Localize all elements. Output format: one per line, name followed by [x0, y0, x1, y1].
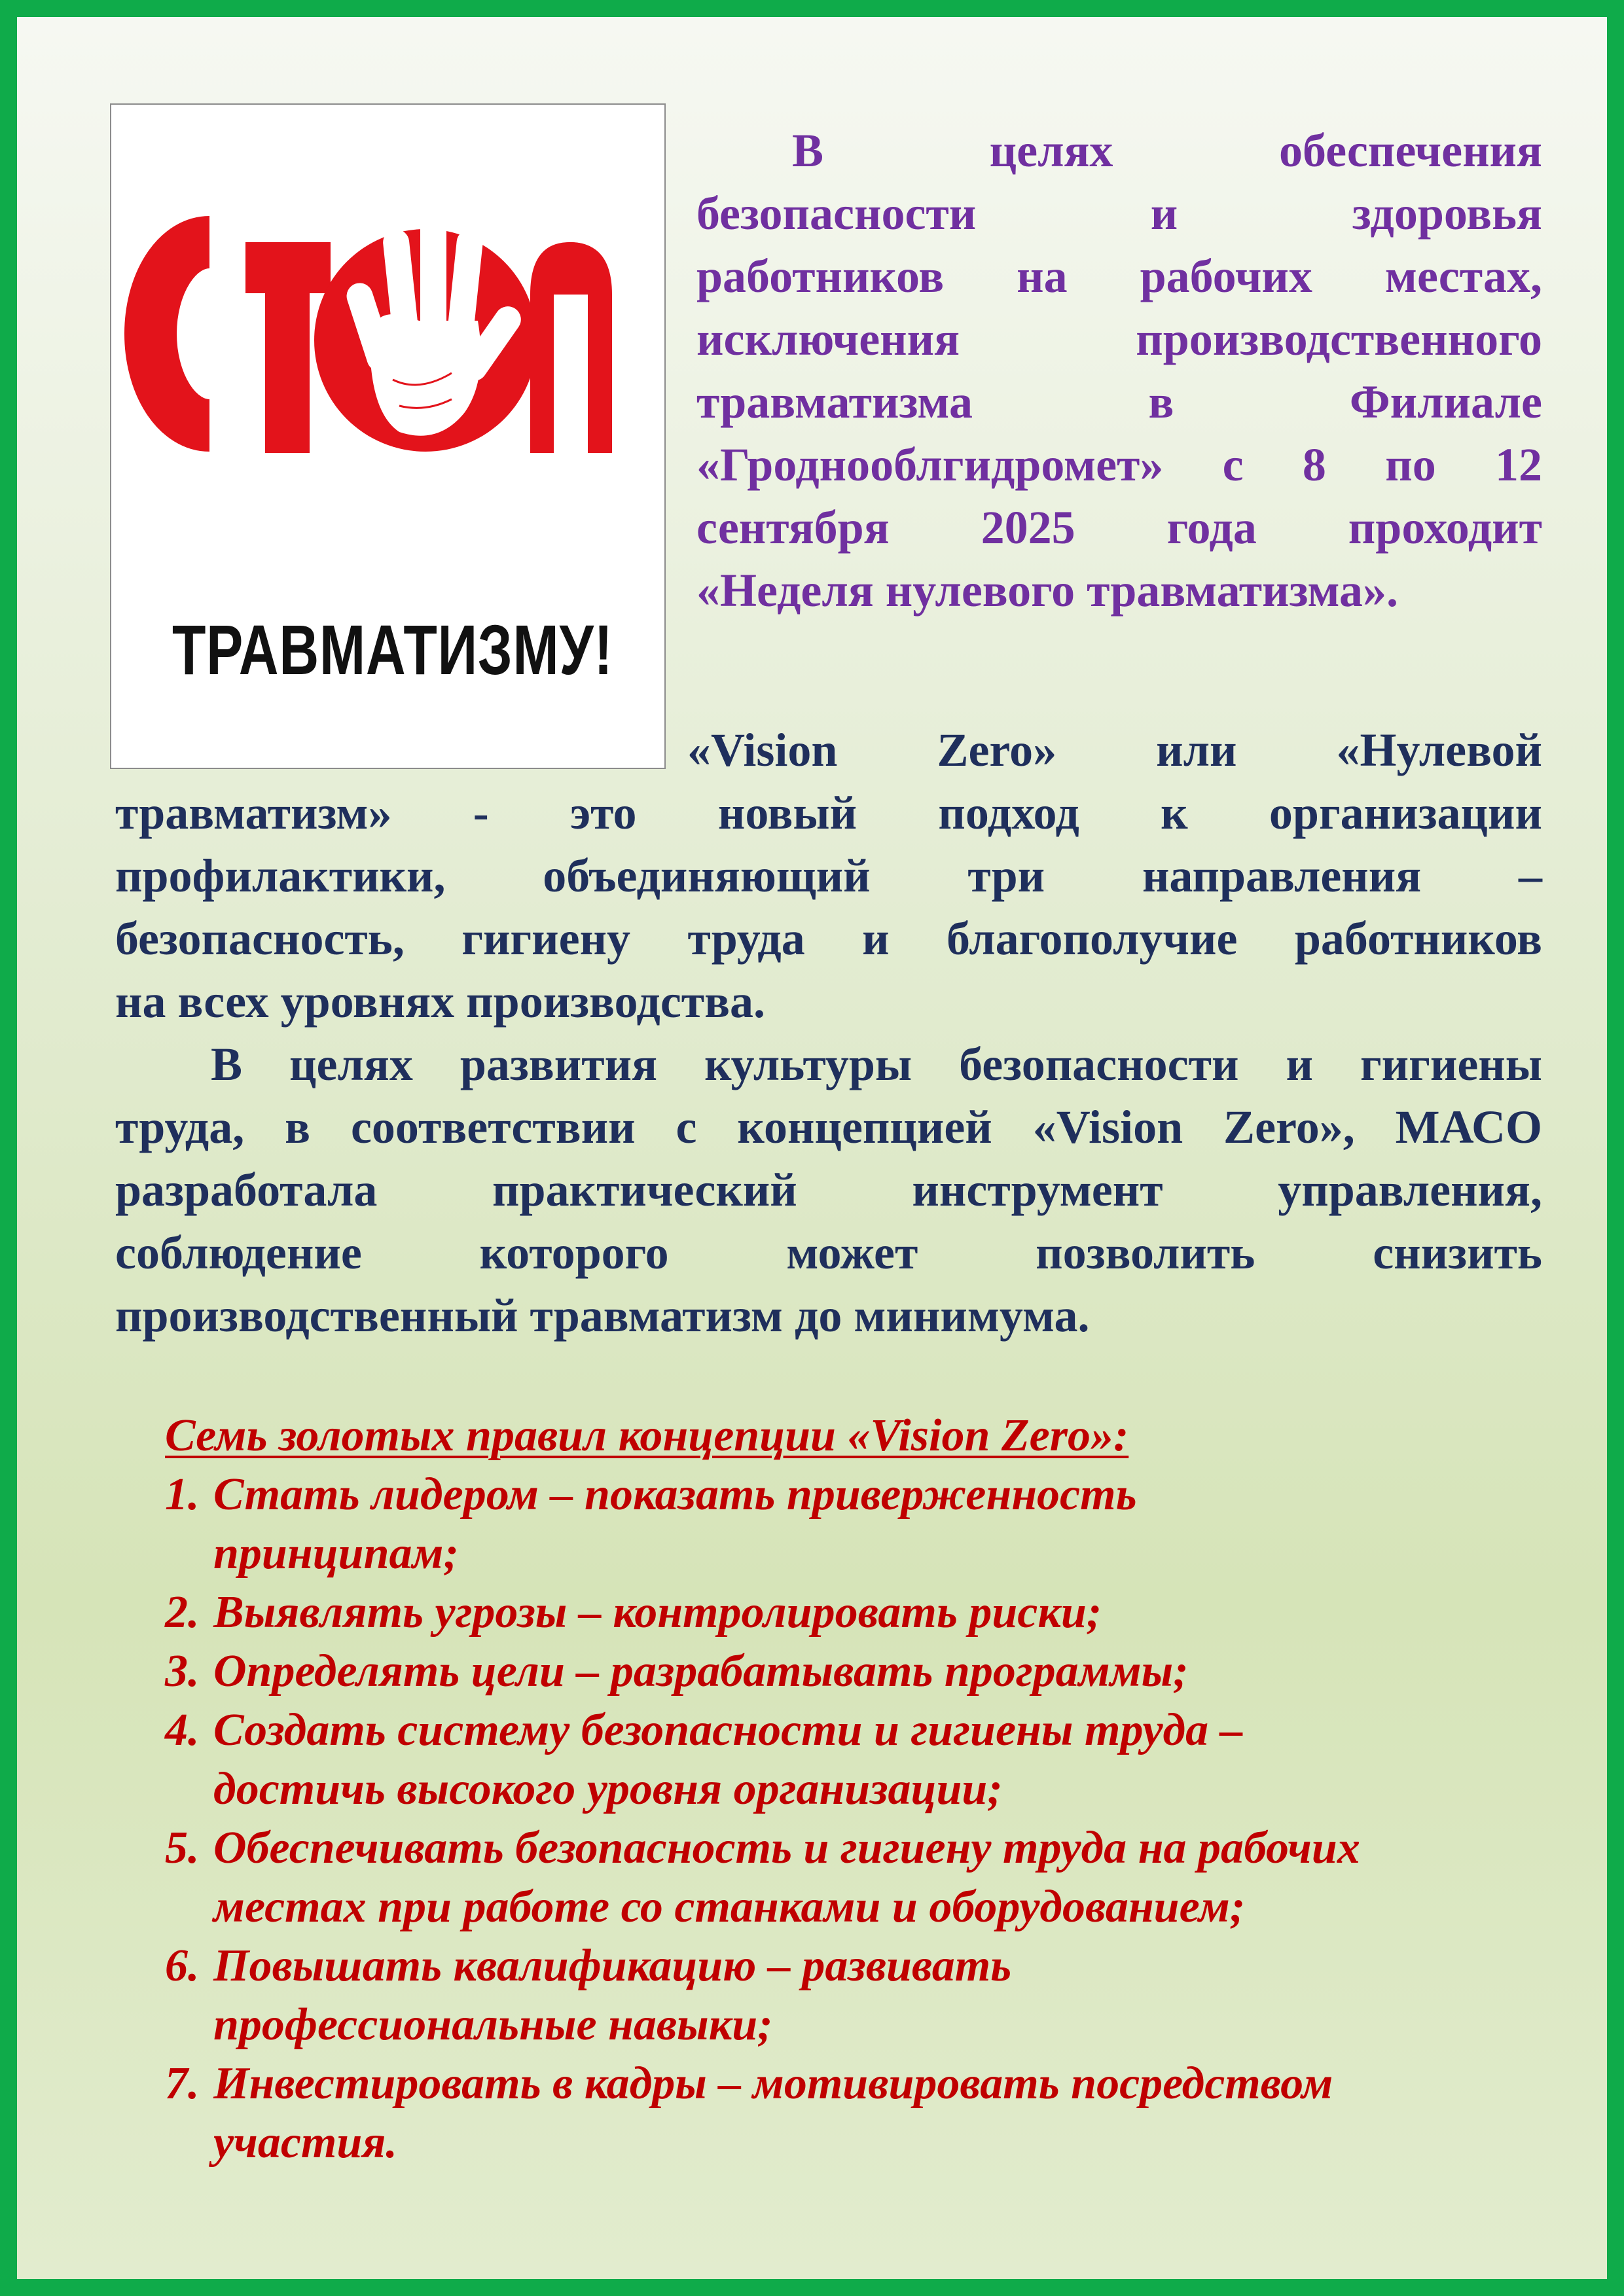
intro-line: В целях обеспечения	[792, 124, 1542, 177]
definition-line: травматизм» - это новый подход к организации	[115, 787, 1542, 839]
intro-line: «Гроднооблгидромет» с 8 по 12	[696, 439, 1542, 491]
rule-line: Обеспечивать безопасность и гигиену труда на рабочих	[213, 1823, 1360, 1873]
culture-line: В целях развития культуры безопасности и гигиены	[211, 1038, 1542, 1090]
rule-line: Определять цели – разрабатывать программы;	[213, 1646, 1189, 1696]
rule-number: 5.	[165, 1823, 200, 1873]
rule-number: 1.	[165, 1469, 200, 1520]
rule-number: 4.	[165, 1705, 200, 1755]
intro-line: безопасности и здоровья	[696, 187, 1542, 240]
rule-number: 6.	[165, 1941, 200, 1991]
logo-subtitle: ТРАВМАТИЗМУ!	[171, 610, 613, 689]
culture-line: разработала практический инструмент управления,	[115, 1164, 1542, 1216]
culture-line: производственный травматизм до минимума.	[115, 1289, 1090, 1342]
intro-line: сентября 2025 года проходит	[696, 501, 1542, 554]
rule-line: достичь высокого уровня организации;	[213, 1764, 1003, 1814]
intro-line: исключения производственного	[696, 313, 1542, 365]
intro-line: работников на рабочих местах,	[696, 250, 1542, 302]
rule-line: Инвестировать в кадры – мотивировать посредством	[213, 2058, 1333, 2109]
rule-number: 3.	[165, 1646, 200, 1696]
rule-number: 7.	[165, 2058, 200, 2109]
culture-line: соблюдение которого может позволить снизить	[115, 1227, 1542, 1279]
rules-heading: Семь золотых правил концепции «Vision Zero»:	[165, 1410, 1129, 1461]
rule-line: Повышать квалификацию – развивать	[213, 1941, 1012, 1991]
rule-line: Стать лидером – показать приверженность	[213, 1469, 1137, 1520]
rule-line: Выявлять угрозы – контролировать риски;	[213, 1587, 1102, 1638]
rule-line: Создать систему безопасности и гигиены труда –	[213, 1705, 1243, 1755]
rule-number: 2.	[165, 1587, 200, 1638]
intro-line: травматизма в Филиале	[696, 376, 1542, 428]
rule-line: участия.	[213, 2117, 397, 2168]
definition-line: «Vision Zero» или «Нулевой	[687, 724, 1542, 776]
stop-injury-logo	[110, 103, 666, 769]
rule-line: принципам;	[213, 1528, 459, 1579]
rule-line: местах при работе со станками и оборудованием;	[213, 1882, 1246, 1932]
culture-line: труда, в соответствии с концепцией «Vision Zero», МАСО	[115, 1101, 1542, 1153]
definition-line: на всех уровнях производства.	[115, 975, 766, 1028]
rule-line: профессиональные навыки;	[213, 2000, 773, 2050]
intro-line: «Неделя нулевого травматизма».	[696, 564, 1399, 617]
definition-line: безопасность, гигиену труда и благополучие работников	[115, 912, 1542, 965]
definition-line: профилактики, объединяющий три направления –	[115, 850, 1542, 902]
